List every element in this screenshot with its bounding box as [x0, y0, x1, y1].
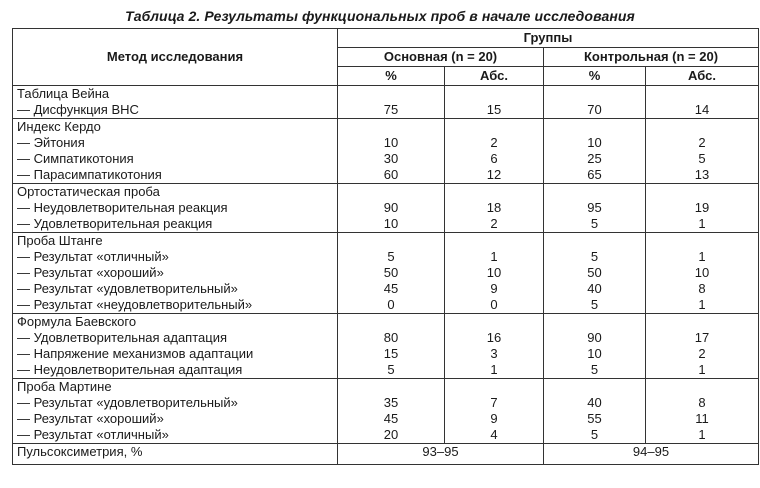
values-c-abs	[646, 119, 759, 184]
header-control-group: Контрольная (n = 20)	[544, 48, 759, 67]
header-groups: Группы	[338, 29, 759, 48]
values-m-abs	[445, 119, 544, 184]
section-title: Формула Баевского	[17, 314, 137, 329]
spacer	[650, 233, 754, 249]
header-control-abs: Абс.	[646, 67, 759, 86]
values-c-abs	[646, 233, 759, 314]
section-labels	[13, 233, 338, 314]
cell-value: 5	[590, 249, 599, 264]
spacer	[449, 184, 539, 200]
section-title: Проба Штанге	[17, 233, 103, 248]
values-m-abs	[445, 86, 544, 119]
cell-value: 55	[587, 411, 602, 426]
cell-value: 1	[698, 427, 706, 442]
row-label: — Удовлетворительная реакция	[17, 216, 213, 231]
spacer	[650, 314, 754, 330]
spacer	[548, 86, 641, 102]
cell-value: 11	[695, 411, 709, 426]
cell-value: 40	[587, 281, 602, 296]
spacer	[342, 86, 440, 102]
spacer	[548, 379, 641, 395]
spacer	[650, 86, 754, 102]
cell-value: 1	[698, 297, 706, 312]
cell-value: 9	[490, 281, 498, 296]
row-label: — Неудовлетворительная адаптация	[17, 362, 243, 377]
cell-value: 5	[387, 249, 395, 264]
section-labels	[13, 184, 338, 233]
header-main-abs: Абс.	[445, 67, 544, 86]
table-row-section	[13, 233, 759, 314]
spacer	[342, 233, 440, 249]
row-label: — Результат «неудовлетворительный»	[17, 297, 253, 312]
spacer	[449, 119, 539, 135]
spacer	[342, 184, 440, 200]
pulse-control: 94–95	[544, 444, 759, 465]
cell-value: 5	[590, 297, 599, 312]
header-method: Метод исследования	[13, 29, 338, 86]
cell-value: 15	[486, 102, 502, 117]
cell-value: 10	[587, 346, 602, 361]
table-row-section	[13, 86, 759, 119]
values-c-pct	[544, 119, 646, 184]
cell-value: 45	[383, 281, 399, 296]
cell-value: 10	[587, 135, 602, 150]
results-table	[12, 28, 759, 465]
cell-value: 1	[698, 362, 706, 377]
cell-value: 65	[587, 167, 602, 182]
spacer	[342, 314, 440, 330]
row-label: — Парасимпатикотония	[17, 167, 162, 182]
section-title: Проба Мартине	[17, 379, 112, 394]
values-c-pct	[544, 86, 646, 119]
row-label: — Результат «хороший»	[17, 411, 164, 426]
row-label: — Дисфункция ВНС	[17, 102, 139, 117]
cell-value: 0	[490, 297, 498, 312]
cell-value: 75	[383, 102, 399, 117]
spacer	[342, 119, 440, 135]
cell-value: 95	[587, 200, 602, 215]
values-m-pct	[338, 233, 445, 314]
cell-value: 5	[698, 151, 706, 166]
cell-value: 5	[387, 362, 395, 377]
cell-value: 1	[490, 249, 498, 264]
cell-value: 5	[590, 216, 599, 231]
cell-value: 19	[694, 200, 710, 215]
values-c-pct	[544, 314, 646, 379]
values-m-abs	[445, 233, 544, 314]
table-row-section	[13, 184, 759, 233]
cell-value: 2	[698, 346, 706, 361]
cell-value: 30	[383, 151, 399, 166]
cell-value: 35	[383, 395, 399, 410]
spacer	[650, 379, 754, 395]
values-m-pct	[338, 314, 445, 379]
table-row-pulse	[13, 444, 759, 465]
cell-value: 13	[694, 167, 710, 182]
spacer	[548, 314, 641, 330]
cell-value: 1	[698, 249, 706, 264]
values-m-pct	[338, 86, 445, 119]
cell-value: 70	[587, 102, 602, 117]
table-row-section	[13, 314, 759, 379]
values-c-pct	[544, 379, 646, 444]
section-title: Ортостатическая проба	[17, 184, 160, 199]
cell-value: 0	[387, 297, 395, 312]
cell-value: 4	[490, 427, 498, 442]
section-labels	[13, 86, 338, 119]
cell-value: 7	[490, 395, 498, 410]
row-label: — Результат «удовлетворительный»	[17, 395, 238, 410]
spacer	[449, 379, 539, 395]
cell-value: 8	[698, 395, 706, 410]
row-label: — Результат «хороший»	[17, 265, 164, 280]
values-c-abs	[646, 314, 759, 379]
cell-value: 50	[587, 265, 602, 280]
values-m-pct	[338, 184, 445, 233]
spacer	[449, 86, 539, 102]
values-m-pct	[338, 119, 445, 184]
table-body	[13, 86, 759, 444]
header-main-group: Основная (n = 20)	[338, 48, 544, 67]
cell-value: 40	[587, 395, 602, 410]
cell-value: 2	[490, 216, 498, 231]
row-label: — Неудовлетворительная реакция	[17, 200, 228, 215]
spacer	[449, 233, 539, 249]
row-label: — Симпатикотония	[17, 151, 134, 166]
values-m-abs	[445, 379, 544, 444]
cell-value: 10	[383, 216, 399, 231]
cell-value: 12	[486, 167, 502, 182]
cell-value: 15	[383, 346, 399, 361]
cell-value: 5	[590, 427, 599, 442]
row-label: — Результат «отличный»	[17, 427, 169, 442]
cell-value: 18	[486, 200, 502, 215]
row-label: — Результат «удовлетворительный»	[17, 281, 238, 296]
cell-value: 14	[694, 102, 710, 117]
section-labels	[13, 119, 338, 184]
values-c-pct	[544, 184, 646, 233]
values-m-abs	[445, 314, 544, 379]
cell-value: 17	[694, 330, 710, 345]
section-title: Индекс Кердо	[17, 119, 101, 134]
header-main-percent: %	[338, 67, 445, 86]
table-row-section	[13, 119, 759, 184]
cell-value: 2	[698, 135, 706, 150]
cell-value: 16	[486, 330, 502, 345]
cell-value: 10	[383, 135, 399, 150]
pulse-label: Пульсоксиметрия, %	[13, 444, 338, 465]
cell-value: 10	[694, 265, 710, 280]
section-title: Таблица Вейна	[17, 86, 110, 101]
row-label: — Эйтония	[17, 135, 85, 150]
spacer	[548, 119, 641, 135]
section-labels	[13, 314, 338, 379]
values-c-abs	[646, 86, 759, 119]
cell-value: 80	[383, 330, 399, 345]
cell-value: 50	[383, 265, 399, 280]
values-c-pct	[544, 233, 646, 314]
values-m-pct	[338, 379, 445, 444]
spacer	[650, 184, 754, 200]
spacer	[650, 119, 754, 135]
values-c-abs	[646, 184, 759, 233]
spacer	[342, 379, 440, 395]
row-label: — Удовлетворительная адаптация	[17, 330, 227, 345]
cell-value: 90	[383, 200, 399, 215]
cell-value: 60	[383, 167, 399, 182]
values-c-abs	[646, 379, 759, 444]
table-caption: Таблица 2. Результаты функциональных проб в начале исследования	[125, 8, 635, 24]
cell-value: 9	[490, 411, 498, 426]
values-m-abs	[445, 184, 544, 233]
cell-value: 10	[486, 265, 502, 280]
cell-value: 2	[490, 135, 498, 150]
cell-value: 6	[490, 151, 498, 166]
cell-value: 3	[490, 346, 498, 361]
pulse-main: 93–95	[338, 444, 544, 465]
table-row-section	[13, 379, 759, 444]
spacer	[548, 184, 641, 200]
header-control-percent: %	[544, 67, 646, 86]
cell-value: 1	[490, 362, 498, 377]
spacer	[449, 314, 539, 330]
cell-value: 20	[383, 427, 399, 442]
cell-value: 45	[383, 411, 399, 426]
row-label: — Результат «отличный»	[17, 249, 169, 264]
row-label: — Напряжение механизмов адаптации	[17, 346, 254, 361]
cell-value: 25	[587, 151, 602, 166]
cell-value: 8	[698, 281, 706, 296]
cell-value: 1	[698, 216, 706, 231]
cell-value: 5	[590, 362, 599, 377]
section-labels	[13, 379, 338, 444]
spacer	[548, 233, 641, 249]
cell-value: 90	[587, 330, 602, 345]
